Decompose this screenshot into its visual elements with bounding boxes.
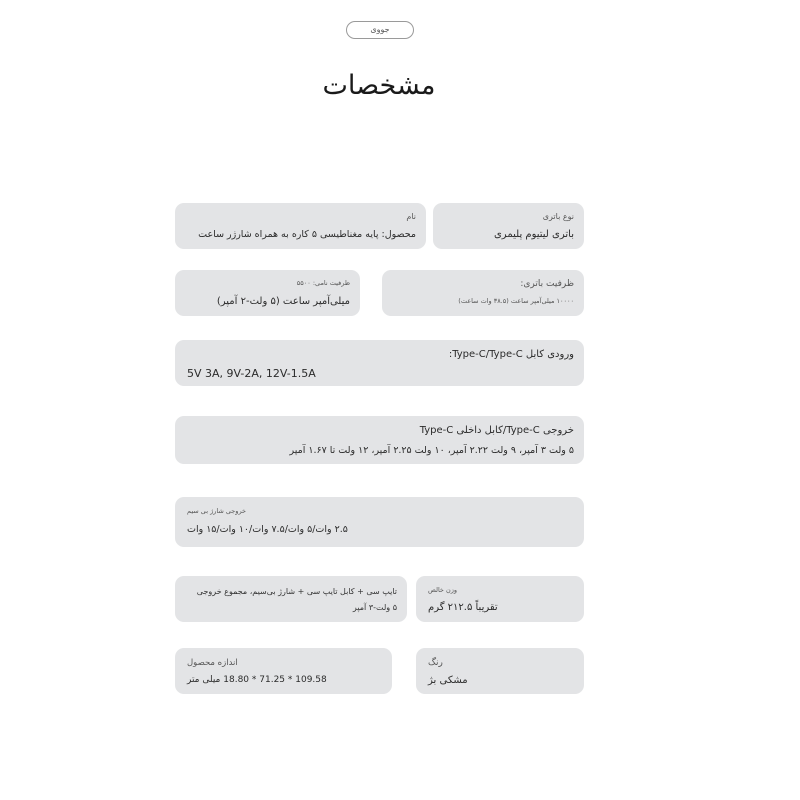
spec-value: باتری لیتیوم پلیمری [493,229,574,240]
spec-card-wireless-output [175,497,584,547]
spec-card-name [175,203,426,249]
spec-card-battery-type [433,203,584,249]
spec-value: 5V 3A, 9V-2A, 12V-1.5A [187,367,316,380]
spec-card-rated-capacity [175,270,360,316]
spec-value: ۲.۵ وات/۵ وات/۷.۵ وات/۱۰ وات/۱۵ وات [187,524,348,535]
spec-card-color [416,648,584,694]
spec-value: 109.58 * 71.25 * 18.80 میلی متر [187,675,327,685]
brand-pill: جووی [346,21,414,39]
spec-label: اندازه محصول [187,658,238,668]
spec-label: نوع باتری [542,212,574,221]
spec-card-battery-capacity [382,270,584,316]
spec-value: ۵ ولت ۳ آمپر، ۹ ولت ۲.۲۲ آمپر، ۱۰ ولت ۲.۲۵ آمپر، ۱۲ ولت تا ۱.۶۷ آمپر [289,445,574,456]
spec-label: ظرفیت نامی: ۵۵۰۰ [296,279,350,287]
spec-card-total-output [175,576,407,622]
spec-value: تقریباً ۲۱۲.۵ گرم [428,602,498,613]
spec-value: محصول: پایه مغناطیسی ۵ کاره به همراه شارژر ساعت [198,229,416,240]
spec-label: خروجی شارژ بی سیم [187,507,247,515]
spec-value: مشکی بژ [428,675,468,686]
spec-label: رنگ [428,658,443,668]
spec-line: ۵ ولت-۳ آمپر [352,603,397,612]
spec-label: ورودی کابل Type-C/Type-C: [448,349,574,360]
spec-label: ظرفیت باتری: [520,279,574,289]
spec-label: نام [406,212,416,221]
spec-card-output [175,416,584,464]
spec-label: خروجی Type-C/کابل داخلی Type-C [419,425,574,436]
page-title: مشخصات [322,70,436,101]
spec-value: میلی‌آمپر ساعت (۵ ولت-۲ آمپر) [216,296,350,307]
spec-card-input [175,340,584,386]
spec-value: ۱۰۰۰۰ میلی‌آمپر ساعت (۳۸.۵ وات ساعت) [458,297,574,305]
spec-card-net-weight [416,576,584,622]
spec-card-dimensions [175,648,392,694]
spec-line: تایپ سی + کابل تایپ سی + شارژ بی‌سیم، مجموع خروجی [196,587,397,596]
spec-label: وزن خالص [428,586,458,594]
